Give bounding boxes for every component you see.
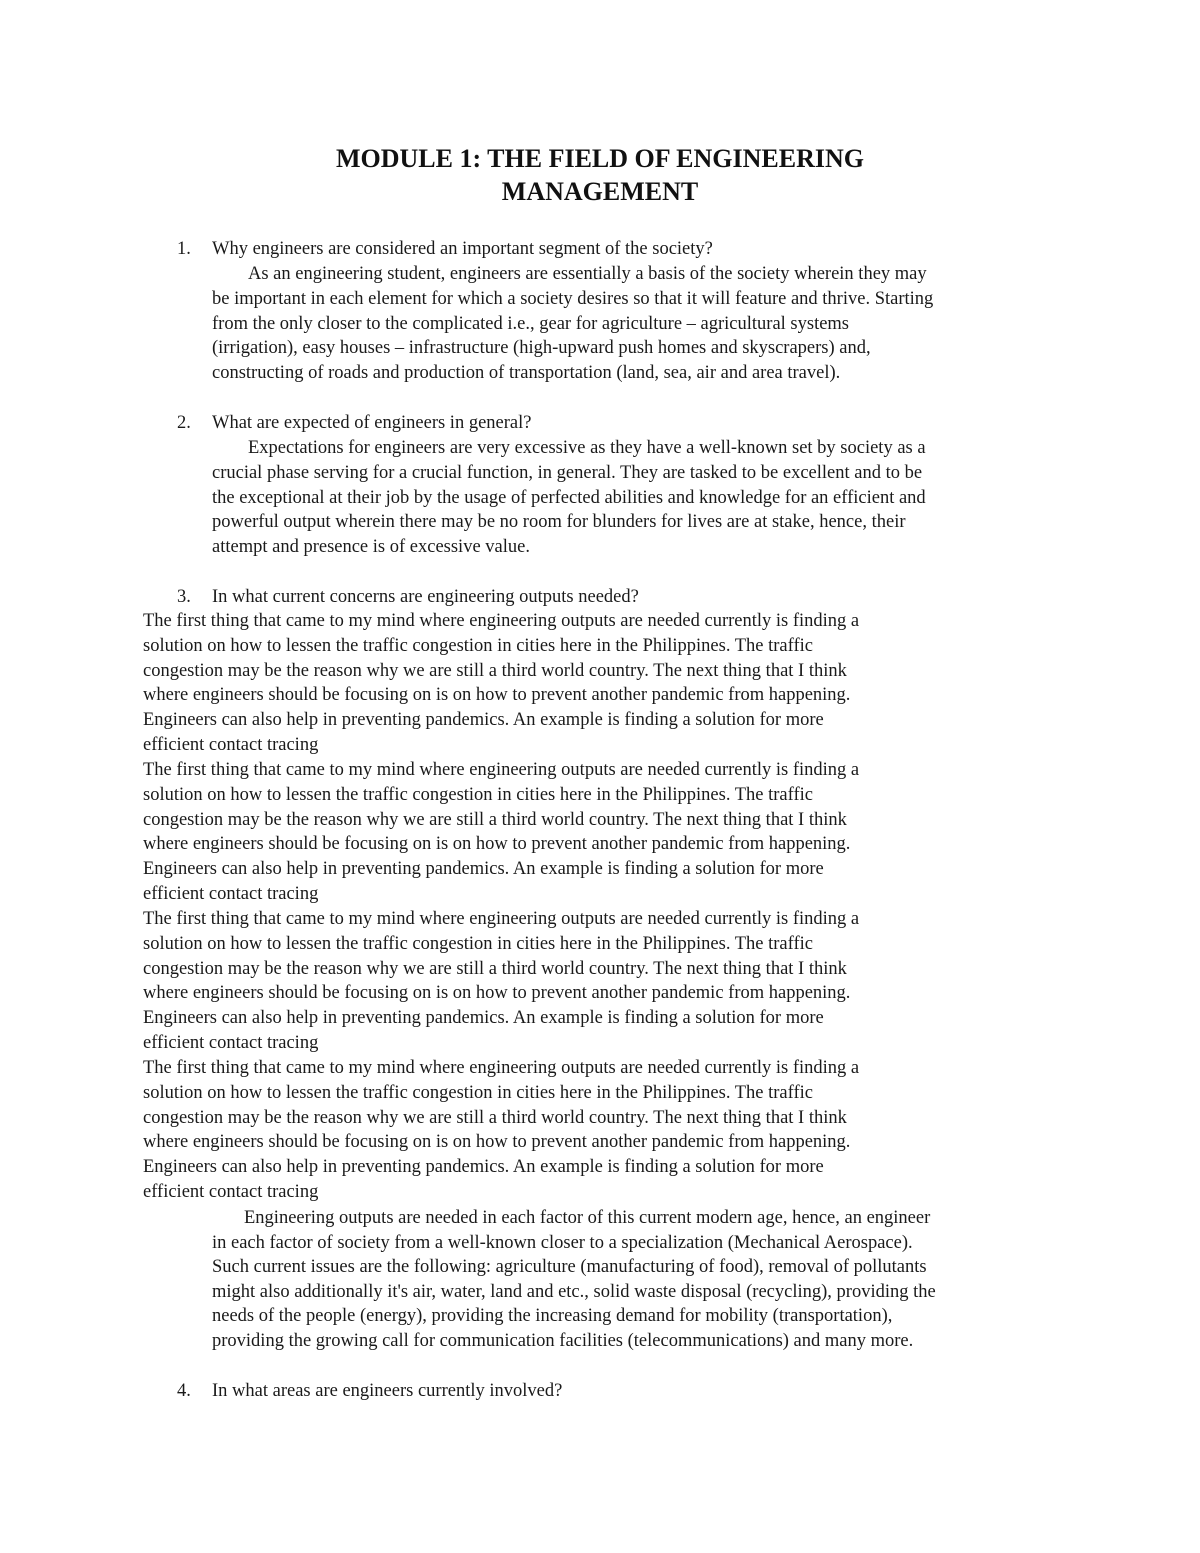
block-line: The first thing that came to my mind where engineering outputs are needed currently is finding a bbox=[143, 909, 860, 929]
answer-line: the exceptional at their job by the usage of perfected abilities and knowledge for an efficient and bbox=[212, 487, 926, 508]
pasted-text-block-2 bbox=[143, 758, 1043, 907]
block-line: where engineers should be focusing on is on how to prevent another pandemic from happening. bbox=[143, 1132, 851, 1153]
answer-line: (irrigation), easy houses – infrastructure (high-upward push homes and skyscrapers) and, bbox=[212, 338, 871, 359]
answer-line: in each factor of society from a well-known closer to a specialization (Mechanical Aerospace). bbox=[212, 1232, 913, 1253]
pasted-text-block-1 bbox=[143, 609, 1043, 758]
page-title bbox=[0, 142, 1200, 208]
answer-line: providing the growing call for communication facilities (telecommunications) and many more. bbox=[212, 1330, 914, 1351]
block-line: Engineers can also help in preventing pandemics. An example is finding a solution for more bbox=[143, 1008, 824, 1029]
block-line: efficient contact tracing bbox=[143, 1181, 319, 1202]
question-4 bbox=[177, 1379, 562, 1404]
question-number: 3. bbox=[177, 587, 191, 607]
answer-3 bbox=[212, 1206, 1092, 1353]
block-line: efficient contact tracing bbox=[143, 734, 319, 755]
title-line-1: MODULE 1: THE FIELD OF ENGINEERING bbox=[335, 144, 864, 173]
block-line: congestion may be the reason why we are still a third world country. The next thing that I think bbox=[143, 809, 847, 830]
block-line: Engineers can also help in preventing pandemics. An example is finding a solution for more bbox=[143, 859, 824, 880]
answer-line: powerful output wherein there may be no room for blunders for lives are at stake, hence, their bbox=[212, 512, 906, 533]
block-line: Engineers can also help in preventing pandemics. An example is finding a solution for more bbox=[143, 710, 824, 731]
answer-line: crucial phase serving for a crucial function, in general. They are tasked to be excellent and to be bbox=[212, 462, 923, 483]
block-line: efficient contact tracing bbox=[143, 1032, 319, 1053]
question-1 bbox=[177, 237, 713, 262]
block-line: solution on how to lessen the traffic congestion in cities here in the Philippines. The traffic bbox=[143, 933, 813, 954]
answer-line: be important in each element for which a society desires so that it will feature and thrive. Starting bbox=[212, 288, 934, 309]
block-line: where engineers should be focusing on is on how to prevent another pandemic from happening. bbox=[143, 685, 851, 706]
answer-line: attempt and presence is of excessive value. bbox=[212, 537, 530, 558]
block-line: solution on how to lessen the traffic congestion in cities here in the Philippines. The traffic bbox=[143, 784, 813, 805]
block-line: congestion may be the reason why we are still a third world country. The next thing that I think bbox=[143, 958, 847, 979]
pasted-text-block-3 bbox=[143, 907, 1043, 1056]
block-line: The first thing that came to my mind where engineering outputs are needed currently is finding a bbox=[143, 760, 860, 780]
block-line: The first thing that came to my mind where engineering outputs are needed currently is finding a bbox=[143, 611, 860, 631]
block-line: where engineers should be focusing on is on how to prevent another pandemic from happening. bbox=[143, 983, 851, 1004]
title-line-2: MANAGEMENT bbox=[501, 177, 699, 206]
block-line: efficient contact tracing bbox=[143, 883, 319, 904]
answer-line: Such current issues are the following: agriculture (manufacturing of food), removal of pollutants bbox=[212, 1257, 927, 1277]
block-line: congestion may be the reason why we are still a third world country. The next thing that I think bbox=[143, 660, 847, 681]
question-text: What are expected of engineers in general? bbox=[212, 413, 532, 433]
question-text: In what areas are engineers currently involved? bbox=[212, 1381, 563, 1401]
block-line: Engineers can also help in preventing pandemics. An example is finding a solution for more bbox=[143, 1157, 824, 1178]
answer-line: constructing of roads and production of transportation (land, sea, air and area travel). bbox=[212, 363, 841, 384]
block-line: The first thing that came to my mind where engineering outputs are needed currently is finding a bbox=[143, 1058, 860, 1078]
answer-line: As an engineering student, engineers are essentially a basis of the society wherein they may bbox=[248, 264, 927, 284]
question-text: In what current concerns are engineering outputs needed? bbox=[212, 587, 639, 607]
question-text: Why engineers are considered an important segment of the society? bbox=[212, 239, 713, 259]
pasted-text-block-4 bbox=[143, 1056, 1043, 1205]
answer-line: needs of the people (energy), providing the increasing demand for mobility (transportation), bbox=[212, 1306, 893, 1326]
block-line: solution on how to lessen the traffic congestion in cities here in the Philippines. The traffic bbox=[143, 1082, 813, 1103]
block-line: congestion may be the reason why we are still a third world country. The next thing that I think bbox=[143, 1107, 847, 1128]
block-line: where engineers should be focusing on is on how to prevent another pandemic from happening. bbox=[143, 834, 851, 855]
answer-line: might also additionally it's air, water, land and etc., solid waste disposal (recycling), providing the bbox=[212, 1281, 936, 1302]
answer-line: from the only closer to the complicated i.e., gear for agriculture – agricultural systems bbox=[212, 313, 850, 334]
answer-line: Engineering outputs are needed in each factor of this current modern age, hence, an engineer bbox=[244, 1208, 931, 1228]
question-number: 1. bbox=[177, 239, 191, 259]
question-number: 2. bbox=[177, 413, 191, 433]
block-line: solution on how to lessen the traffic congestion in cities here in the Philippines. The traffic bbox=[143, 635, 813, 656]
question-2 bbox=[177, 411, 531, 436]
answer-1 bbox=[212, 262, 1072, 386]
question-number: 4. bbox=[177, 1381, 191, 1401]
answer-2 bbox=[212, 436, 1072, 560]
question-3 bbox=[177, 585, 639, 610]
answer-line: Expectations for engineers are very excessive as they have a well-known set by society as a bbox=[248, 438, 926, 458]
